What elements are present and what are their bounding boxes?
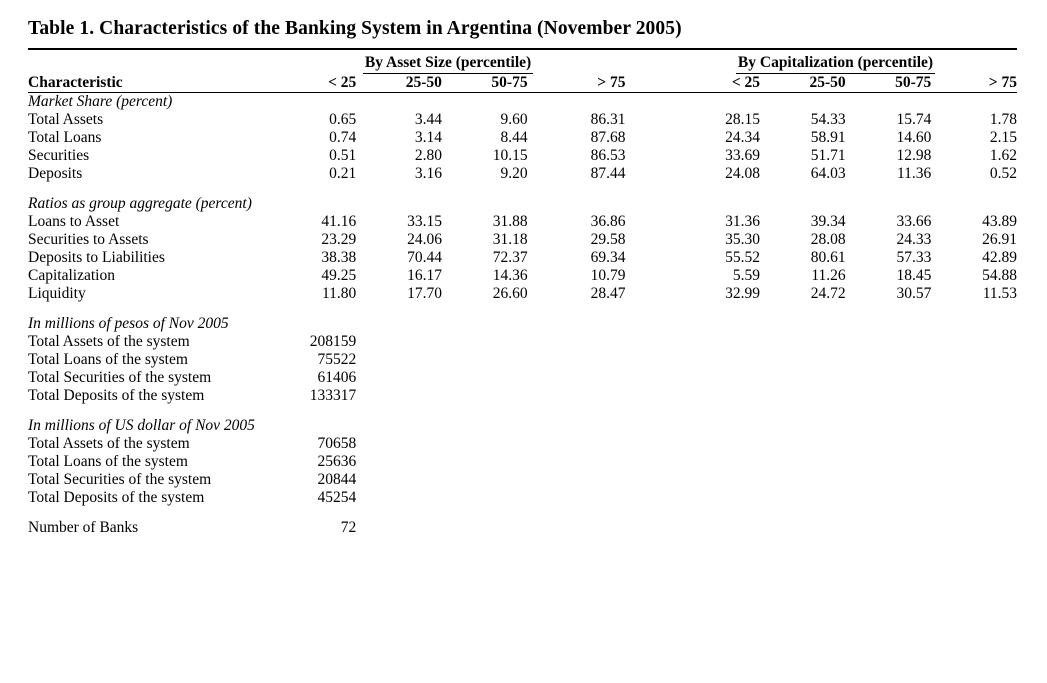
section-spacer xyxy=(28,303,1017,315)
cell-cap-gt75: 43.89 xyxy=(982,213,1017,230)
cell-asset-25-50: 3.16 xyxy=(414,165,442,182)
table-row xyxy=(28,369,1017,387)
cell-cap-25-50: 11.26 xyxy=(811,267,846,284)
cell-cap-25-50: 64.03 xyxy=(810,165,846,182)
section-title-usd: In millions of US dollar of Nov 2005 xyxy=(28,417,255,434)
group-header-row xyxy=(28,54,1017,74)
cell-cap-50-75: 33.66 xyxy=(896,213,932,230)
table-row xyxy=(28,519,1017,537)
row-label: Total Deposits of the system xyxy=(28,489,205,506)
row-label: Total Assets xyxy=(28,111,104,128)
cell-cap-gt75: 11.53 xyxy=(982,285,1017,302)
cell-asset-lt25: 11.80 xyxy=(321,285,357,302)
cell-asset-gt75: 10.79 xyxy=(590,267,626,284)
cell-gap xyxy=(625,147,654,165)
cell-asset-lt25: 0.51 xyxy=(329,147,357,164)
row-label: Liquidity xyxy=(28,285,86,302)
section-title-market-share: Market Share (percent) xyxy=(28,93,173,110)
column-header-cap-gt75: > 75 xyxy=(988,74,1017,91)
table-row xyxy=(28,147,1017,165)
cell-asset-gt75: 86.53 xyxy=(590,147,626,164)
cell-asset-gt75: 87.44 xyxy=(590,165,626,182)
cell-asset-25-50: 2.80 xyxy=(414,147,442,164)
cell-asset-gt75: 36.86 xyxy=(590,213,626,230)
section-title-row xyxy=(28,93,1017,111)
table-row xyxy=(28,453,1017,471)
cell-value-number-of-banks: 72 xyxy=(340,519,357,536)
cell-asset-50-75: 72.37 xyxy=(492,249,528,266)
characteristics-table xyxy=(28,54,1017,537)
cell-empty xyxy=(356,453,1017,471)
cell-value: 208159 xyxy=(309,333,357,350)
cell-cap-25-50: 54.33 xyxy=(810,111,846,128)
cell-cap-25-50: 28.08 xyxy=(810,231,846,248)
cell-empty xyxy=(356,519,1017,537)
cell-asset-lt25: 23.29 xyxy=(321,231,357,248)
row-label: Deposits xyxy=(28,165,83,182)
cell-cap-lt25: 32.99 xyxy=(725,285,761,302)
cell-asset-50-75: 10.15 xyxy=(492,147,528,164)
cell-cap-50-75: 18.45 xyxy=(896,267,932,284)
group-header-asset-size-label: By Asset Size (percentile) xyxy=(363,54,533,74)
row-label: Total Assets of the system xyxy=(28,333,190,350)
cell-asset-gt75: 69.34 xyxy=(590,249,626,266)
column-header-cap-lt25: < 25 xyxy=(731,74,761,91)
table-row xyxy=(28,435,1017,453)
column-header-gap xyxy=(625,74,654,92)
cell-asset-50-75: 9.60 xyxy=(500,111,528,128)
cell-value: 75522 xyxy=(317,351,357,368)
cell-cap-25-50: 24.72 xyxy=(810,285,846,302)
column-header-asset-lt25: < 25 xyxy=(328,74,357,91)
cell-value: 25636 xyxy=(317,453,357,470)
cell-asset-lt25: 38.38 xyxy=(321,249,357,266)
cell-cap-50-75: 14.60 xyxy=(896,129,932,146)
cell-empty xyxy=(356,471,1017,489)
row-label: Securities to Assets xyxy=(28,231,149,248)
cell-asset-25-50: 3.14 xyxy=(414,129,442,146)
section-title-pesos: In millions of pesos of Nov 2005 xyxy=(28,315,229,332)
cell-gap xyxy=(625,129,654,147)
table-row xyxy=(28,213,1017,231)
cell-asset-25-50: 33.15 xyxy=(407,213,442,230)
cell-cap-25-50: 80.61 xyxy=(810,249,846,266)
cell-cap-lt25: 31.36 xyxy=(725,213,761,230)
cell-cap-lt25: 5.59 xyxy=(732,267,761,284)
column-header-asset-gt75: > 75 xyxy=(597,74,626,91)
group-header-capitalization-label: By Capitalization (percentile) xyxy=(736,54,935,74)
cell-cap-50-75: 15.74 xyxy=(896,111,932,128)
group-header-gap xyxy=(625,54,654,74)
cell-cap-gt75: 42.89 xyxy=(982,249,1017,266)
cell-asset-50-75: 26.60 xyxy=(492,285,528,302)
cell-asset-50-75: 31.18 xyxy=(492,231,528,248)
cell-asset-50-75: 14.36 xyxy=(492,267,528,284)
cell-cap-25-50: 58.91 xyxy=(810,129,846,146)
group-header-blank xyxy=(28,54,271,74)
table-row xyxy=(28,471,1017,489)
cell-empty xyxy=(356,435,1017,453)
row-label: Total Securities of the system xyxy=(28,471,212,488)
cell-asset-lt25: 0.74 xyxy=(329,129,357,146)
cell-gap xyxy=(625,267,654,285)
cell-asset-25-50: 70.44 xyxy=(407,249,442,266)
page-title: Table 1. Characteristics of the Banking System in Argentina (November 2005) xyxy=(28,18,682,39)
cell-cap-gt75: 1.78 xyxy=(989,111,1017,128)
row-label: Total Securities of the system xyxy=(28,369,212,386)
column-header-cap-50-75: 50-75 xyxy=(895,74,932,91)
section-spacer xyxy=(28,507,1017,519)
cell-cap-gt75: 54.88 xyxy=(982,267,1017,284)
cell-gap xyxy=(625,111,654,129)
column-header-characteristic: Characteristic xyxy=(28,74,123,91)
cell-asset-gt75: 28.47 xyxy=(590,285,626,302)
row-label: Deposits to Liabilities xyxy=(28,249,165,266)
table-row xyxy=(28,249,1017,267)
table-row xyxy=(28,351,1017,369)
cell-value: 61406 xyxy=(317,369,357,386)
cell-cap-50-75: 12.98 xyxy=(896,147,932,164)
cell-cap-lt25: 55.52 xyxy=(725,249,761,266)
group-header-capitalization xyxy=(654,54,1017,74)
cell-asset-gt75: 86.31 xyxy=(590,111,626,128)
section-title-ratios: Ratios as group aggregate (percent) xyxy=(28,195,252,212)
column-header-row xyxy=(28,74,1017,92)
table-row xyxy=(28,129,1017,147)
cell-asset-25-50: 17.70 xyxy=(407,285,442,302)
section-spacer xyxy=(28,405,1017,417)
row-label: Capitalization xyxy=(28,267,115,284)
cell-cap-lt25: 35.30 xyxy=(725,231,761,248)
section-title-row xyxy=(28,195,1017,213)
cell-value: 45254 xyxy=(317,489,357,506)
cell-cap-25-50: 51.71 xyxy=(810,147,846,164)
cell-cap-lt25: 24.34 xyxy=(725,129,761,146)
cell-cap-gt75: 2.15 xyxy=(989,129,1017,146)
cell-cap-50-75: 24.33 xyxy=(896,231,932,248)
cell-asset-50-75: 31.88 xyxy=(492,213,528,230)
cell-asset-25-50: 16.17 xyxy=(407,267,442,284)
cell-value: 70658 xyxy=(317,435,357,452)
cell-empty xyxy=(356,489,1017,507)
row-label: Securities xyxy=(28,147,90,164)
cell-cap-50-75: 30.57 xyxy=(896,285,932,302)
cell-asset-lt25: 41.16 xyxy=(321,213,357,230)
table-row xyxy=(28,231,1017,249)
table-row xyxy=(28,285,1017,303)
cell-empty xyxy=(356,333,1017,351)
cell-asset-gt75: 87.68 xyxy=(590,129,626,146)
cell-asset-gt75: 29.58 xyxy=(590,231,626,248)
table-row xyxy=(28,489,1017,507)
section-spacer xyxy=(28,183,1017,195)
cell-empty xyxy=(356,387,1017,405)
cell-gap xyxy=(625,231,654,249)
cell-cap-gt75: 0.52 xyxy=(989,165,1017,182)
cell-asset-25-50: 3.44 xyxy=(414,111,442,128)
cell-value: 20844 xyxy=(317,471,357,488)
cell-gap xyxy=(625,249,654,267)
row-label: Total Loans of the system xyxy=(28,351,188,368)
cell-asset-50-75: 9.20 xyxy=(500,165,528,182)
table-row xyxy=(28,267,1017,285)
row-label: Total Deposits of the system xyxy=(28,387,205,404)
row-label: Total Assets of the system xyxy=(28,435,190,452)
cell-cap-50-75: 57.33 xyxy=(896,249,932,266)
title-rule xyxy=(28,48,1017,50)
cell-cap-gt75: 26.91 xyxy=(982,231,1017,248)
cell-gap xyxy=(625,165,654,183)
row-label: Total Loans of the system xyxy=(28,453,188,470)
section-title-row xyxy=(28,315,1017,333)
cell-asset-50-75: 8.44 xyxy=(500,129,528,146)
column-header-asset-25-50: 25-50 xyxy=(405,74,442,91)
row-label: Total Loans xyxy=(28,129,102,146)
table-row xyxy=(28,387,1017,405)
column-header-asset-50-75: 50-75 xyxy=(491,74,528,91)
cell-asset-lt25: 49.25 xyxy=(321,267,357,284)
row-label: Loans to Asset xyxy=(28,213,120,230)
cell-cap-25-50: 39.34 xyxy=(810,213,846,230)
row-label-number-of-banks: Number of Banks xyxy=(28,519,139,536)
cell-value: 133317 xyxy=(309,387,357,404)
group-header-asset-size xyxy=(271,54,626,74)
cell-cap-lt25: 28.15 xyxy=(725,111,761,128)
cell-cap-lt25: 24.08 xyxy=(725,165,761,182)
table-row xyxy=(28,111,1017,129)
table-row xyxy=(28,333,1017,351)
cell-cap-lt25: 33.69 xyxy=(725,147,761,164)
section-title-row xyxy=(28,417,1017,435)
cell-asset-25-50: 24.06 xyxy=(407,231,442,248)
cell-asset-lt25: 0.21 xyxy=(329,165,357,182)
cell-cap-gt75: 1.62 xyxy=(989,147,1017,164)
cell-cap-50-75: 11.36 xyxy=(897,165,932,182)
cell-gap xyxy=(625,213,654,231)
cell-asset-lt25: 0.65 xyxy=(329,111,357,128)
cell-gap xyxy=(625,285,654,303)
table-row xyxy=(28,165,1017,183)
cell-empty xyxy=(356,369,1017,387)
cell-empty xyxy=(356,351,1017,369)
column-header-cap-25-50: 25-50 xyxy=(809,74,846,91)
